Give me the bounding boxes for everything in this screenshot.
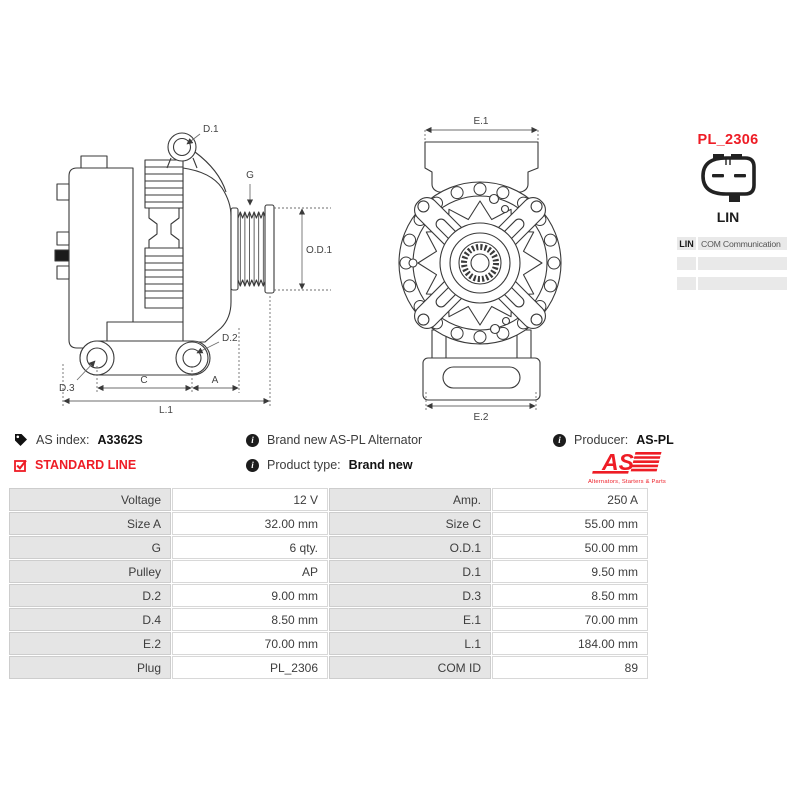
spec-value: 32.00 mm — [172, 512, 328, 535]
spec-value: PL_2306 — [172, 656, 328, 679]
table-row — [9, 656, 648, 679]
spec-value: 89 — [492, 656, 648, 679]
brand-new-line — [246, 431, 422, 449]
spec-value: 55.00 mm — [492, 512, 648, 535]
spec-label: Pulley — [9, 560, 171, 583]
alternator-front-view-drawing — [393, 108, 583, 426]
spec-label: E.2 — [9, 632, 171, 655]
spec-value: 6 qty. — [172, 536, 328, 559]
spec-value: 50.00 mm — [492, 536, 648, 559]
com-value: COM Communication — [698, 237, 787, 250]
standard-line-row — [14, 456, 143, 474]
logo-tagline: Alternators, Starters & Parts — [588, 479, 666, 485]
label-e1: E.1 — [473, 116, 489, 127]
as-pl-logo-mark — [590, 450, 664, 474]
label-d3: D.3 — [59, 383, 75, 394]
alternator-side-view-drawing — [45, 112, 345, 417]
tag-icon — [14, 433, 28, 447]
label-c: C — [140, 375, 148, 386]
connector-plug-icon — [696, 153, 760, 203]
spec-value: 12 V — [172, 488, 328, 511]
pulley — [231, 205, 274, 293]
table-row — [9, 488, 648, 511]
com-row — [677, 237, 787, 250]
spec-value: AP — [172, 560, 328, 583]
plug-code: PL_2306 — [697, 132, 759, 148]
spec-label: D.1 — [329, 560, 491, 583]
com-key — [677, 277, 696, 290]
table-row — [9, 608, 648, 631]
product-type-label: Product type: — [267, 458, 341, 472]
connector-block — [686, 132, 770, 225]
spec-label: L.1 — [329, 632, 491, 655]
spec-label: D.4 — [9, 608, 171, 631]
info-icon: i — [553, 434, 566, 447]
spec-label: Size C — [329, 512, 491, 535]
spec-label: Size A — [9, 512, 171, 535]
spec-value: 250 A — [492, 488, 648, 511]
checkbox-checked-icon — [14, 459, 27, 472]
product-type-line — [246, 456, 422, 474]
info-icon: i — [246, 459, 259, 472]
com-value — [698, 277, 787, 290]
spec-label: G — [9, 536, 171, 559]
producer-line — [553, 431, 674, 449]
as-index-line — [14, 431, 143, 449]
spec-label: Amp. — [329, 488, 491, 511]
com-value — [698, 257, 787, 270]
info-icon: i — [246, 434, 259, 447]
spec-label: E.1 — [329, 608, 491, 631]
spec-label: D.2 — [9, 584, 171, 607]
standard-line-label: STANDARD LINE — [35, 458, 137, 472]
label-od1: O.D.1 — [306, 245, 333, 256]
label-a: A — [211, 375, 219, 386]
com-row — [677, 277, 787, 290]
terminal-block — [55, 250, 69, 261]
spec-label: Plug — [9, 656, 171, 679]
as-index-value: A3362S — [97, 433, 143, 447]
spec-value: 9.00 mm — [172, 584, 328, 607]
table-row — [9, 584, 648, 607]
table-row — [9, 560, 648, 583]
com-communication-table — [677, 237, 787, 297]
com-key — [677, 257, 696, 270]
label-d1: D.1 — [203, 124, 219, 135]
spec-label: O.D.1 — [329, 536, 491, 559]
table-row — [9, 512, 648, 535]
spec-value: 184.00 mm — [492, 632, 648, 655]
producer-label: Producer: — [574, 433, 629, 447]
product-type-value: Brand new — [348, 458, 413, 472]
brand-new-text: Brand new AS-PL Alternator — [267, 433, 423, 447]
side-view-body — [55, 133, 274, 375]
table-row — [9, 536, 648, 559]
spec-value: 8.50 mm — [492, 584, 648, 607]
spec-value: 8.50 mm — [172, 608, 328, 631]
label-d2: D.2 — [222, 333, 238, 344]
as-index-label: AS index: — [36, 433, 90, 447]
as-pl-logo — [582, 450, 672, 485]
product-info-left — [14, 431, 143, 481]
table-row — [9, 632, 648, 655]
spec-table — [8, 487, 649, 680]
pulley-hub — [440, 223, 520, 303]
com-key: LIN — [677, 237, 696, 250]
spec-label: Voltage — [9, 488, 171, 511]
front-view-body — [399, 142, 561, 400]
product-info-middle — [246, 431, 422, 481]
spec-value: 70.00 mm — [172, 632, 328, 655]
label-e2: E.2 — [473, 412, 489, 423]
label-g: G — [246, 170, 254, 181]
com-row — [677, 257, 787, 270]
spec-label: D.3 — [329, 584, 491, 607]
spec-value: 70.00 mm — [492, 608, 648, 631]
spec-value: 9.50 mm — [492, 560, 648, 583]
producer-value: AS-PL — [636, 433, 674, 447]
logo-text: AS — [602, 450, 634, 474]
spec-label: COM ID — [329, 656, 491, 679]
plug-name: LIN — [716, 209, 740, 225]
label-l1: L.1 — [159, 405, 173, 416]
